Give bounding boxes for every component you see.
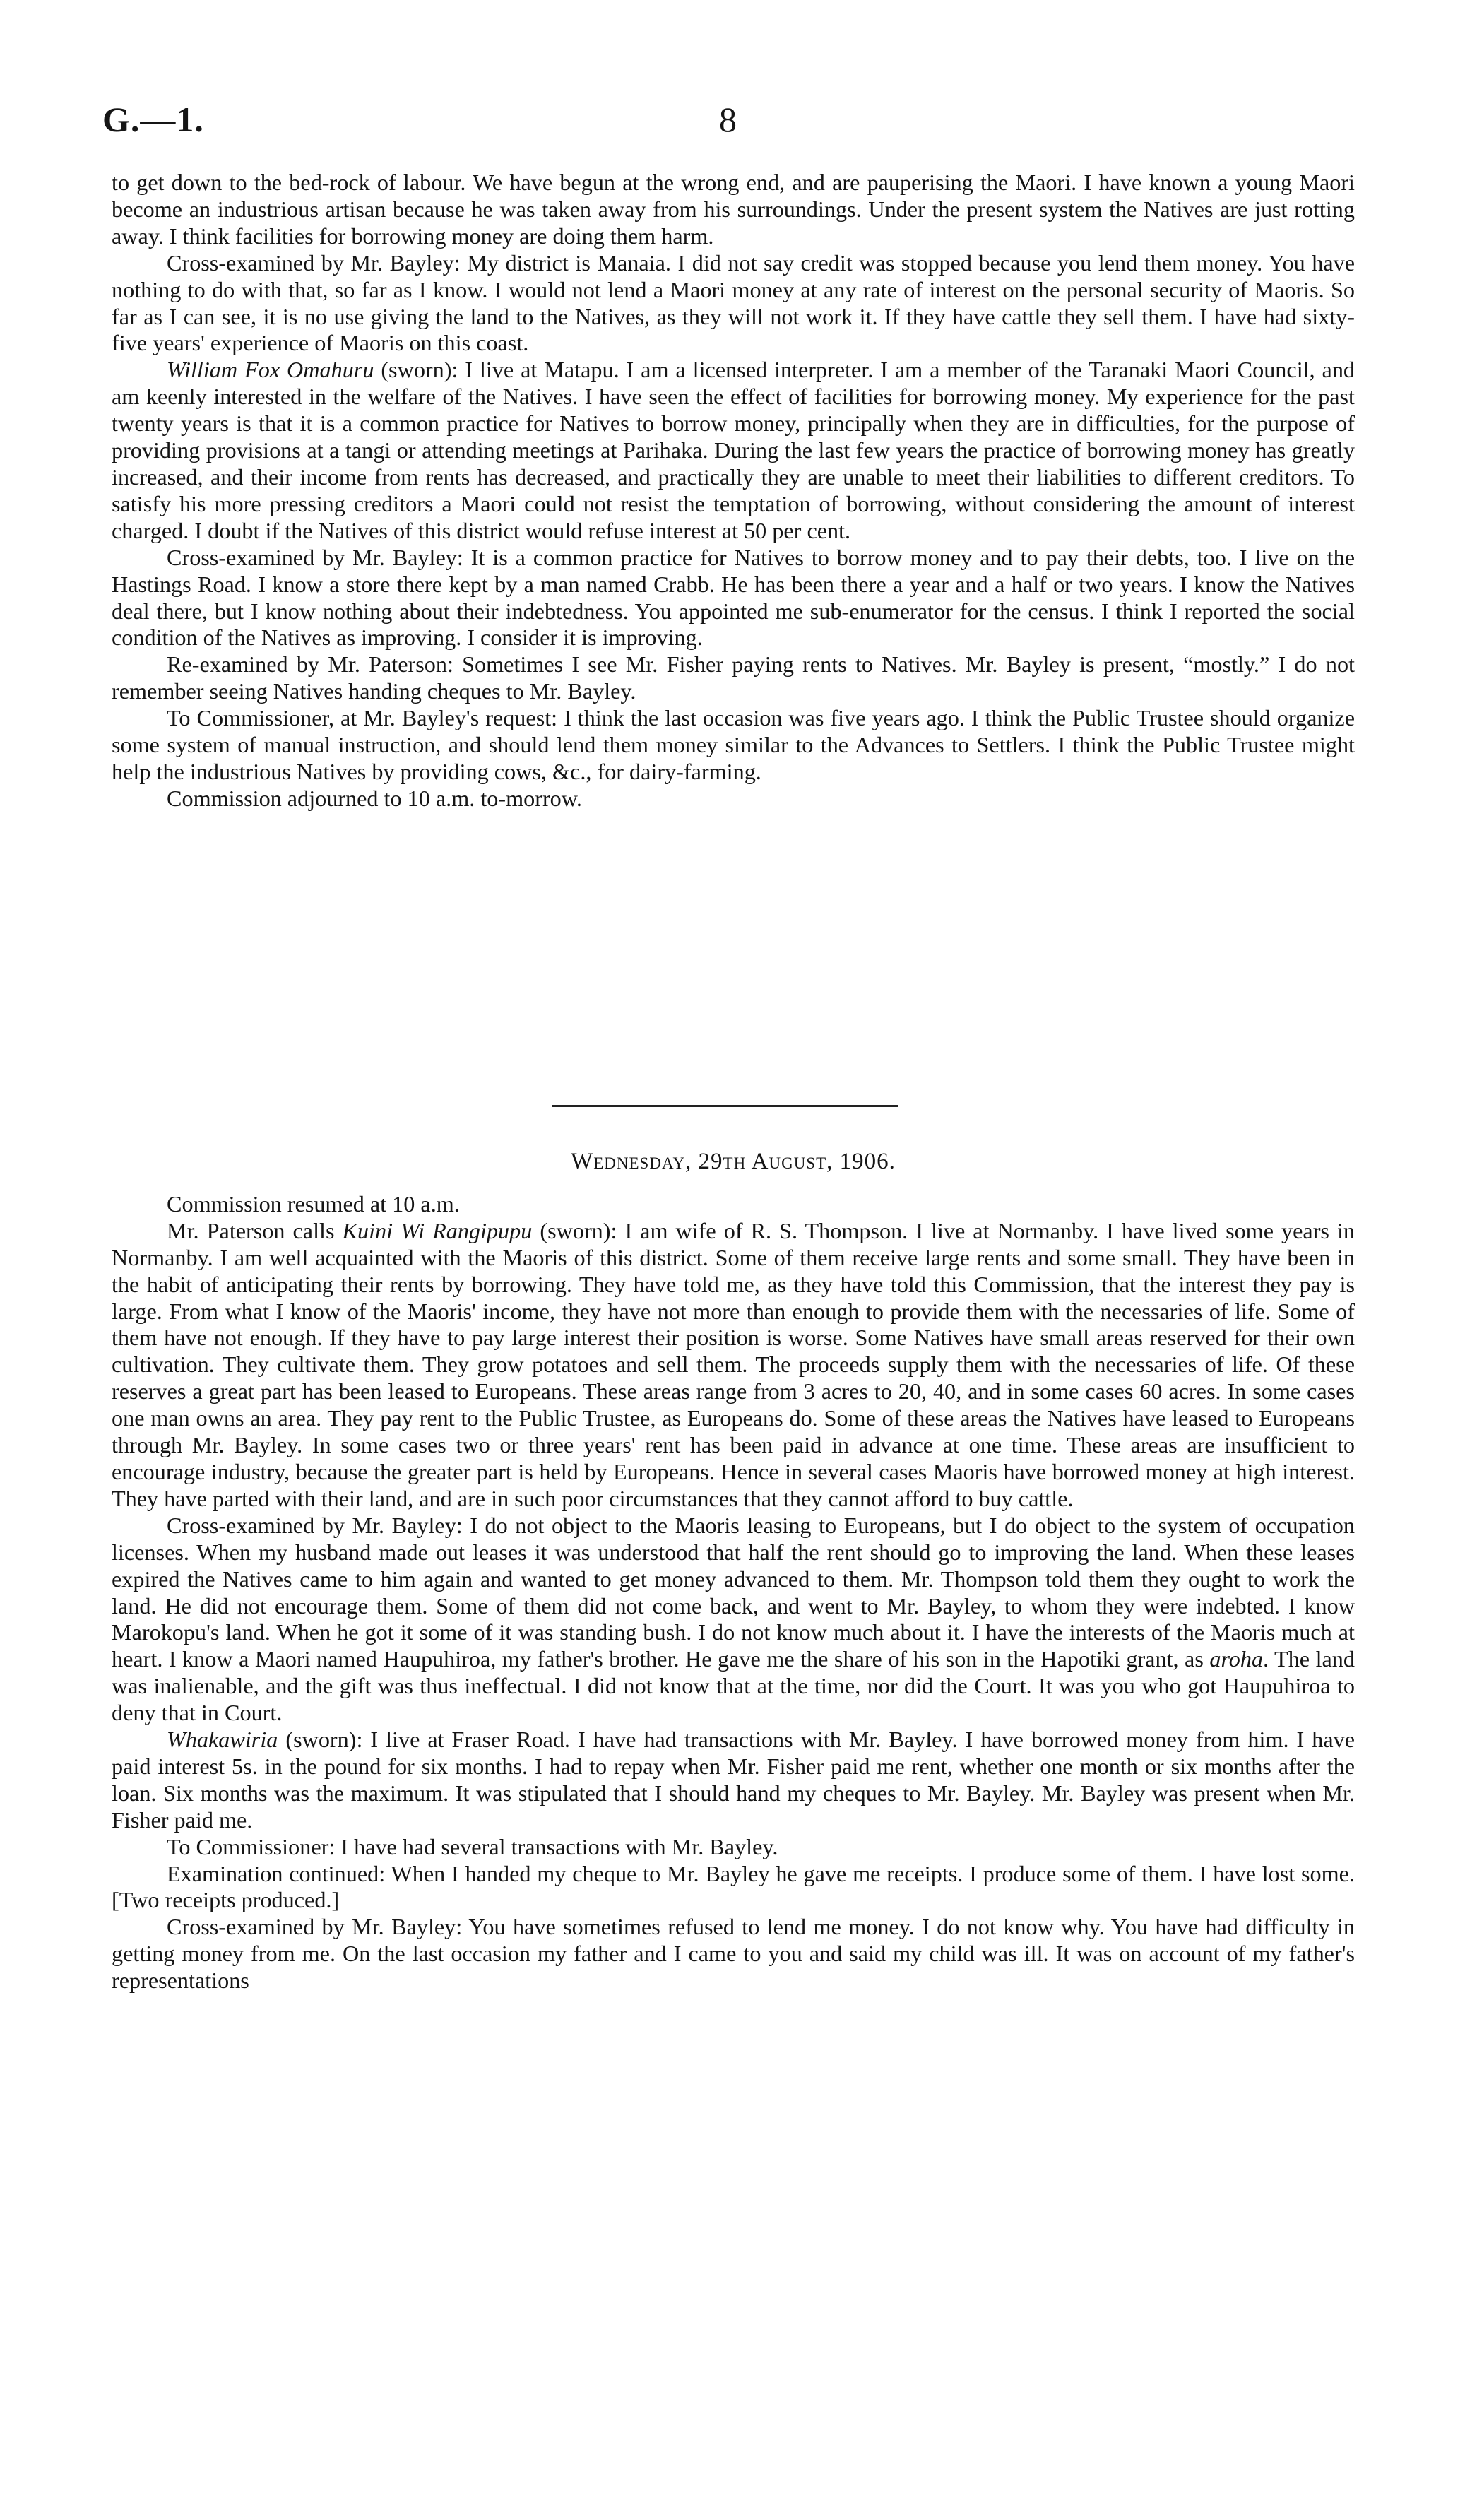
witness-name: Kuini Wi Rangipupu [342,1217,533,1243]
paragraph: To Commissioner: I have had several transactions with Mr. Bayley. [167,1833,778,1859]
paragraph: William Fox Omahuru (sworn): I live at Matapu. I am a licensed interpreter. I am a member of the Taranaki Maori Council, and am keenly interested in the welfare of the Natives. I have seen the effect of facilities for borrowing money. My experience for the past twenty years is that it is a common practice for Natives to borrow money, principally when they are in difficulties, for the purpose of providing provisions at a tangi or attending meetings at Parihaka. During the last few years the practice of borrowing money has greatly increased, and their income from rents has decreased, and practically they are unable to meet their liabilities to different creditors. To satisfy his more pressing creditors a Maori could not resist the temptation of borrowing, without considering the amount of interest charged. I doubt if the Natives of this district would refuse interest at 50 per cent. [112,357,1356,543]
date-heading: Wednesday, 29th August, 1906. [571,1149,896,1174]
maori-term: aroha [1209,1646,1264,1672]
paragraph: to get down to the bed-rock of labour. We have begun at the wrong end, and are pauperising the Maori. I have known a young Maori become an industrious artisan because he was taken away from his surroundings. Under the present system the Natives are just rotting away. I think facilities for borrowing money are doing them harm. [112,170,1355,249]
paragraph: Re-examined by Mr. Paterson: Sometimes I see Mr. Fisher paying rents to Natives. Mr. Bayley is present, “mostly.” I do not remember seeing Natives handing cheques to Mr. Bayley. [112,651,1355,704]
witness-name: William Fox Omahuru [167,357,374,383]
paragraph: Mr. Paterson calls Kuini Wi Rangipupu (sworn): I am wife of R. S. Thompson. I live at Normanby. I have lived some years in Normanby. I am well acquainted with the Maoris of this district. Some of them receive large rents and some small. They have been in the habit of anticipating their rents by borrowing. They have told me, as they have told this Commission, that the interest they pay is large. From what I know of the Maoris' income, they have not more than enough to provide them with the necessaries of life. Some of them have not enough. If they have to pay large interest their position is worse. Some Natives have small areas reserved for their own cultivation. They cultivate them. They grow potatoes and sell them. The proceeds supply them with the necessaries of life. Of these reserves a great part has been leased to Europeans. These areas range from 3 acres to 20, 40, and in some cases 60 acres. In some cases one man owns an area. They pay rent to the Public Trustee, as Europeans do. Some of these areas the Natives have leased to Europeans through Mr. Bayley. In some cases two or three years' rent has been paid in advance at one time. These areas are insufficient to encourage industry, because the greater part is held by Europeans. Hence in several cases Maoris have borrowed money at high interest. They have parted with their land, and are in such poor circumstances that they cannot afford to buy cattle. [112,1217,1355,1511]
paragraph: Cross-examined by Mr. Bayley: I do not object to the Maoris leasing to Europeans, but I do object to the system of occupation licenses. When my husband made out leases it was understood that half the rent should go to improving the land. When these leases expired the Natives came to him again and wanted to get money advanced to them. Mr. Thompson told them they ought to work the land. He did not encourage them. Some of them did not come back, and went to Mr. Bayley, to whom they were indebted. I know Marokopu's land. When he got it some of it was standing bush. I do not know much about it. I have the interests of the Maoris much at heart. I know a Maori named Haupuhiroa, my father's brother. He gave me the share of his son in the Hapotiki grant, as aroha. The land was inalienable, and the gift was thus ineffectual. I did not know that at the time, nor did the Court. It was you who got Haupuhiroa to deny that in Court. [112,1512,1355,1726]
paragraph: Cross-examined by Mr. Bayley: You have sometimes refused to lend me money. I do not know why. You have had difficulty in getting money from me. On the last occasion my father and I came to you and said my child was ill. It was on account of my father's representations [112,1914,1355,1994]
testimony-section-2 [112,1149,1355,1994]
section-divider [552,1105,898,1107]
testimony-section-1 [112,170,1355,812]
document-reference: G.—1. [102,100,204,139]
paragraph: To Commissioner, at Mr. Bayley's request: I think the last occasion was five years ago. I think the Public Trustee should organize some system of manual instruction, and should lend them money similar to the Advances to Settlers. I think the Public Trustee might help the industrious Natives by providing cows, &c., for dairy-farming. [112,705,1355,784]
page-header [0,99,1477,148]
page-number: 8 [719,100,737,139]
witness-name: Whakawiria [167,1727,278,1753]
paragraph: Commission resumed at 10 a.m. [167,1190,460,1217]
paragraph: Cross-examined by Mr. Bayley: My district is Manaia. I did not say credit was stopped because you lend them money. You have nothing to do with that, so far as I know. I would not lend a Maori money at any rate of interest on the personal security of Maoris. So far as I can see, it is no use giving the land to the Natives, as they will not work it. If they have cattle they sell them. I have had sixty-five years' experience of Maoris on this coast. [112,249,1355,356]
paragraph: Examination continued: When I handed my cheque to Mr. Bayley he gave me receipts. I produce some of them. I have lost some. [Two receipts produced.] [112,1860,1355,1913]
paragraph: Commission adjourned to 10 a.m. to-morrow. [167,785,582,811]
paragraph: Whakawiria (sworn): I live at Fraser Road. I have had transactions with Mr. Bayley. I have borrowed money from him. I have paid interest 5s. in the pound for six months. I had to repay when Mr. Fisher paid me rent, whether one month or six months after the loan. Six months was the maximum. It was stipulated that I should hand my cheques to Mr. Bayley. Mr. Bayley was present when Mr. Fisher paid me. [112,1727,1355,1833]
paragraph: Cross-examined by Mr. Bayley: It is a common practice for Natives to borrow money and to pay their debts, too. I live on the Hastings Road. I know a store there kept by a man named Crabb. He has been there a year and a half or two years. I know the Natives deal there, but I know nothing about their indebtedness. You appointed me sub-enumerator for the census. I think I reported the social condition of the Natives as improving. I consider it is improving. [112,544,1355,651]
